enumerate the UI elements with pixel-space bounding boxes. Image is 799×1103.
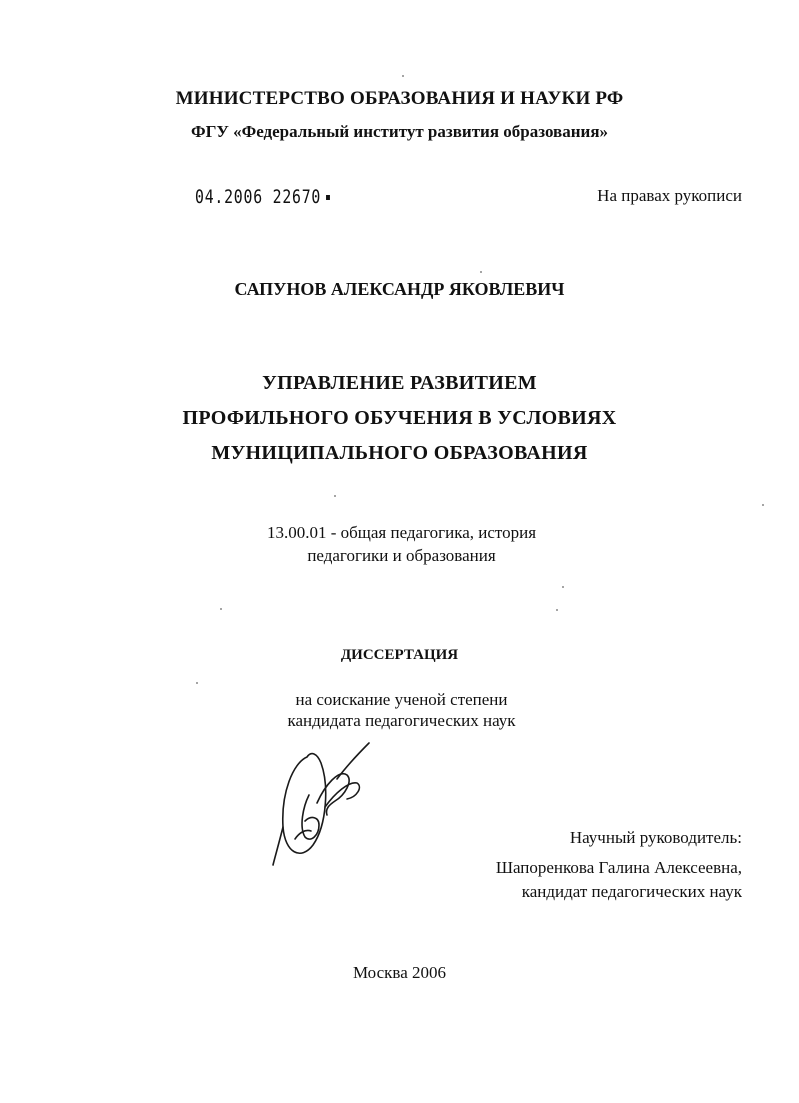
scan-speck <box>762 504 764 506</box>
supervisor-title: кандидат педагогических наук <box>521 882 742 901</box>
city-year: Москва 2006 <box>352 963 447 982</box>
rights-notice: На правах рукописи <box>597 186 742 205</box>
scan-speck <box>334 495 336 497</box>
supervisor-label: Научный руководитель: <box>569 828 742 847</box>
title-line-1: УПРАВЛЕНИЕ РАЗВИТИЕМ <box>262 372 537 394</box>
scan-speck <box>562 586 564 588</box>
scan-speck <box>196 682 198 684</box>
scan-speck <box>556 609 558 611</box>
ministry-heading: МИНИСТЕРСТВО ОБРАЗОВАНИЯ И НАУКИ РФ <box>175 88 624 109</box>
registration-number-text: 04.2006 22670 <box>195 186 322 208</box>
institute-heading: ФГУ «Федеральный институт развития образования» <box>190 122 609 141</box>
registration-number <box>195 186 330 208</box>
specialty-line-2: педагогики и образования <box>307 546 496 565</box>
degree-line-1: на соискание ученой степени <box>295 690 508 709</box>
title-line-2: ПРОФИЛЬНОГО ОБУЧЕНИЯ В УСЛОВИЯХ <box>182 407 617 429</box>
scan-speck <box>480 271 482 273</box>
signature-image <box>265 735 385 875</box>
document-type: ДИССЕРТАЦИЯ <box>340 647 459 663</box>
scan-speck <box>402 75 404 77</box>
degree-line-2: кандидата педагогических наук <box>287 711 516 730</box>
title-line-3: МУНИЦИПАЛЬНОГО ОБРАЗОВАНИЯ <box>211 442 588 464</box>
specialty-line-1: 13.00.01 - общая педагогика, история <box>266 523 537 542</box>
registration-mark <box>326 195 330 200</box>
supervisor-block <box>496 826 742 904</box>
supervisor-name: Шапоренкова Галина Алексеевна, <box>495 858 742 877</box>
scan-speck <box>220 608 222 610</box>
author-name: САПУНОВ АЛЕКСАНДР ЯКОВЛЕВИЧ <box>234 279 565 299</box>
